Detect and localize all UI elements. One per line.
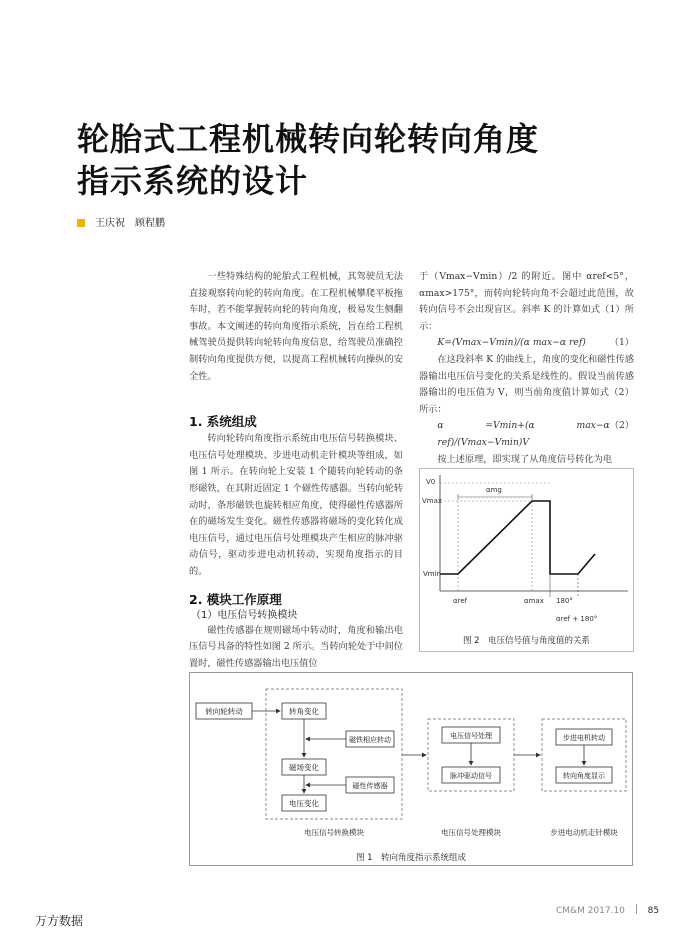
journal-info: [556, 904, 659, 916]
figure-1-diagram: [190, 673, 632, 865]
right-column: [419, 269, 634, 468]
authors: 王庆祝 顾程鹏: [95, 218, 165, 229]
text-magnet-rotate: 磁铁相应转动: [349, 736, 391, 744]
text-angle-change: 转角变化: [289, 707, 319, 716]
text-voltage-processing: 电压信号处理: [450, 732, 492, 740]
figure-2-plot: [420, 469, 633, 629]
text-stepper-rotate: 步进电机转动: [563, 734, 605, 742]
formula-2: α =Vmin+(α max−α ref)/(Vmax−Vmin)V: [437, 420, 610, 448]
page-number: 85: [647, 906, 660, 916]
subsection1-text: 磁性传感器在规则磁场中转动时，角度和输出电压信号具备的特性如图 2 所示。当转向轮处于中间位置时，磁性传感器输出电压值位: [189, 624, 403, 669]
figure-1: [189, 672, 633, 866]
section2-heading: 2. 模块工作原理: [189, 591, 282, 607]
journal-name: CM&M 2017.10: [556, 906, 625, 916]
label-span: αmg: [486, 486, 502, 494]
label-aref: αref: [453, 597, 468, 605]
footer-divider: [636, 904, 637, 914]
figure-2-caption: 图 2 电压信号值与角度值的关系: [462, 636, 591, 646]
figure-2: [419, 468, 634, 652]
label-aref-180: αref + 180°: [556, 615, 598, 623]
right-para-3: 按上述原理，即实现了从角度信号转化为电: [437, 453, 612, 465]
section1-heading: 1. 系统组成: [189, 414, 257, 430]
author-marker-icon: [77, 219, 85, 227]
text-magnetic-sensor: 磁性传感器: [352, 782, 388, 790]
module-3-label: 步进电动机走针模块: [550, 828, 618, 837]
title-line-2: 指示系统的设计: [77, 162, 309, 200]
label-vmax: Vmax: [422, 497, 443, 505]
text-field-change: 磁场变化: [289, 763, 319, 772]
module-1-label: 电压信号转换模块: [304, 828, 364, 837]
text-pulse-driving: 脉冲驱动信号: [450, 772, 492, 780]
subsection1-heading: （1）电压信号转换模块: [191, 609, 298, 621]
right-para-2: 在这段斜率 K 的曲线上，角度的变化和磁性传感器输出电压信号变化的关系是线性的。假设当前传感器输出的电压值为 V，则当前角度值计算如式（2）所示：: [419, 353, 634, 415]
right-para-1: 于（Vmax−Vmin）/2 的附近。图中 αref<5°，αmax>175°，而转向轮转向角不会超过此范围，故转向信号不会出现盲区。斜率 K 的计算如式（1）所示：: [419, 271, 634, 332]
formula-1-number: （1）: [609, 337, 634, 349]
authors-line: [77, 214, 165, 229]
text-voltage-change: 电压变化: [289, 799, 319, 808]
label-v0: V0: [426, 478, 436, 486]
article-title: [77, 118, 657, 202]
text-steering-wheel: 转向轮转动: [205, 707, 243, 716]
section1-text: 转向轮转向角度指示系统由电压信号转换模块、电压信号处理模块、步进电动机走针模块等组成，如图 1 所示。在转向轮上安装 1 个随转向轮转动的条形磁铁，在其附近固定 1 个磁性传感器。当转向轮转动时，条形磁铁也旋转相应角度，使得磁性传感器所在的磁场发生变化。磁性传感器将磁场的变化转化成电压信号，通过电压信号处理模块产生相应的脉冲驱动信号，驱动步进电动机转动，实现角度指示的目的。: [189, 433, 403, 577]
formula-2-number: （2）: [609, 420, 634, 432]
label-amax: αmax: [524, 597, 544, 605]
abstract-text: 一些特殊结构的轮胎式工程机械，其驾驶员无法直接观察转向轮的转向角度。在工程机械攀爬平板拖车时，若不能掌握转向轮的转向角度，极易发生侧翻事故。本文阐述的转向角度指示系统，旨在给工程机械驾驶员提供转向轮转向角度信息，给驾驶员准确控制转向角度提供方便，以提高工程机械转向操纵的安全性。: [189, 271, 403, 382]
formula-1-row: [419, 335, 634, 352]
watermark: 万方数据: [35, 914, 84, 928]
text-angle-display: 转向角度显示: [563, 772, 605, 780]
formula-1: K=(Vmax−Vmin)/(α max−α ref): [437, 337, 586, 349]
formula-2-row: [419, 418, 634, 451]
figure-1-caption: 图 1 转向角度指示系统组成: [355, 853, 467, 863]
title-line-1: 轮胎式工程机械转向轮转向角度: [77, 120, 540, 158]
label-vmin: Vmin: [423, 570, 441, 578]
module-2-label: 电压信号处理模块: [441, 828, 501, 837]
voltage-curve: [440, 501, 595, 574]
left-column: [189, 269, 403, 672]
label-180: 180°: [556, 597, 573, 605]
